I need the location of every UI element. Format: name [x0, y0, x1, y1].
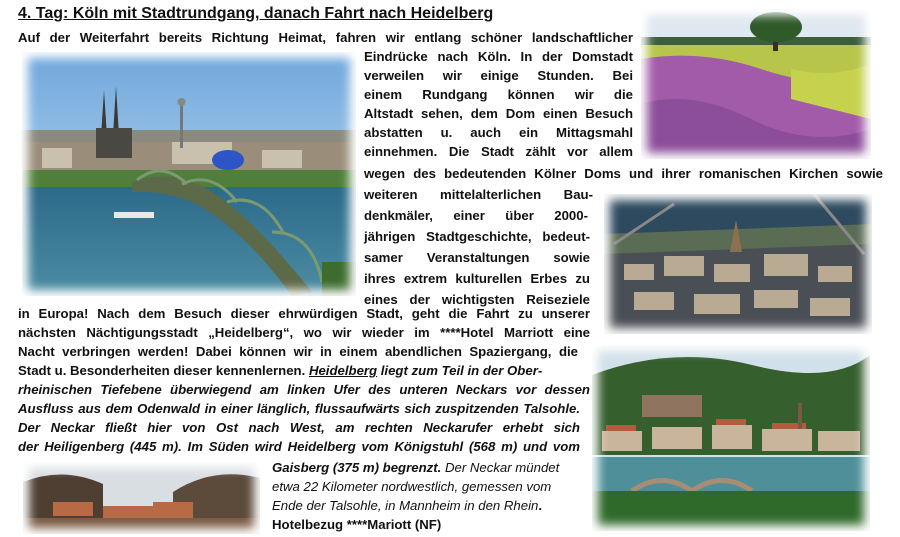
text-line-22: der Heiligenberg (445 m). Im Süden wird Heidelberg vom Königstuhl (568 m) und vom [18, 439, 580, 454]
text-line-24: etwa 22 Kilometer nordwestlich, gemessen vom [272, 479, 552, 494]
text-line-18 [18, 361, 590, 380]
text-line-4: einem Rundgang können wir die [364, 87, 633, 102]
text-line-16: nächsten Nächtigungsstadt „Heidelberg“, wo wir wieder im ****Hotel Marriott eine [18, 325, 590, 340]
text-line-14: eines der wichtigsten Reiseziele [364, 292, 590, 307]
text-line-10: denkmäler, einer über 2000- [364, 208, 588, 223]
text-line-7: einnehmen. Die Stadt zählt vor allem [364, 144, 633, 159]
text-line-5: Altstadt sehen, dem Dom einen Besuch [364, 106, 633, 121]
text-line-2: Eindrücke nach Köln. In der Domstadt [364, 49, 633, 64]
heathland-photo [641, 9, 871, 159]
text-line-23-end: Der Neckar mündet [441, 460, 560, 475]
page-title: 4. Tag: Köln mit Stadtrundgang, danach Fahrt nach Heidelberg [18, 5, 494, 22]
text-line-13: ihres extrem kulturellen Erbes zu [364, 271, 590, 286]
text-line-18-end: liegt zum Teil in der Ober- [377, 363, 543, 378]
text-line-19: rheinischen Tiefebene überwiegend am linken Ufer des unteren Neckars vor dessen [18, 382, 590, 397]
text-line-18-start: Stadt u. Besonderheiten dieser kennenlernen. [18, 363, 306, 378]
text-line-12: samer Veranstaltungen sowie [364, 250, 590, 265]
text-line-17: Nacht verbringen werden! Dabei können wir in einem abendlichen Spaziergang, die [18, 344, 578, 359]
text-line-1: Auf der Weiterfahrt bereits Richtung Heimat, fahren wir entlang schöner landschaftlicher [18, 30, 633, 45]
text-line-9: weiteren mittelalterlichen Bau- [364, 187, 593, 202]
text-line-25-dot: . [538, 498, 543, 513]
text-line-23-start: Gaisberg (375 m) begrenzt. [272, 460, 442, 475]
text-line-21: Der Neckar fließt hier von Ost nach West, am rechten Neckarufer erhebt sich [18, 420, 580, 435]
cologne-photo [22, 52, 356, 296]
text-line-25 [272, 496, 542, 515]
heidelberg-aerial-photo [604, 194, 872, 334]
heidelberg-link[interactable]: Heidelberg [308, 363, 378, 378]
text-line-15: in Europa! Nach dem Besuch dieser ehrwürdigen Stadt, geht die Fahrt zu unserer [18, 306, 590, 321]
text-line-23 [272, 458, 559, 477]
hotel-line: Hotelbezug ****Mariott (NF) [272, 517, 442, 532]
text-line-3: verweilen wir einige Stunden. Bei [364, 68, 633, 83]
text-line-11: jährigen Stadtgeschichte, bedeut- [364, 229, 590, 244]
text-line-6: abstatten u. auch ein Mittagsmahl [364, 125, 633, 140]
heidelberg-river-photo [592, 345, 870, 531]
text-line-20: Ausfluss aus dem Odenwald in einer länglich, flussaufwärts sich zuspitzenden Talsohle. [18, 401, 580, 416]
text-line-8: wegen des bedeutenden Kölner Doms und ihrer romanischen Kirchen sowie [364, 166, 883, 181]
text-line-25-text: Ende der Talsohle, in Mannheim in den Rhein [272, 498, 539, 513]
heidelberg-oldtown-photo [23, 462, 260, 534]
